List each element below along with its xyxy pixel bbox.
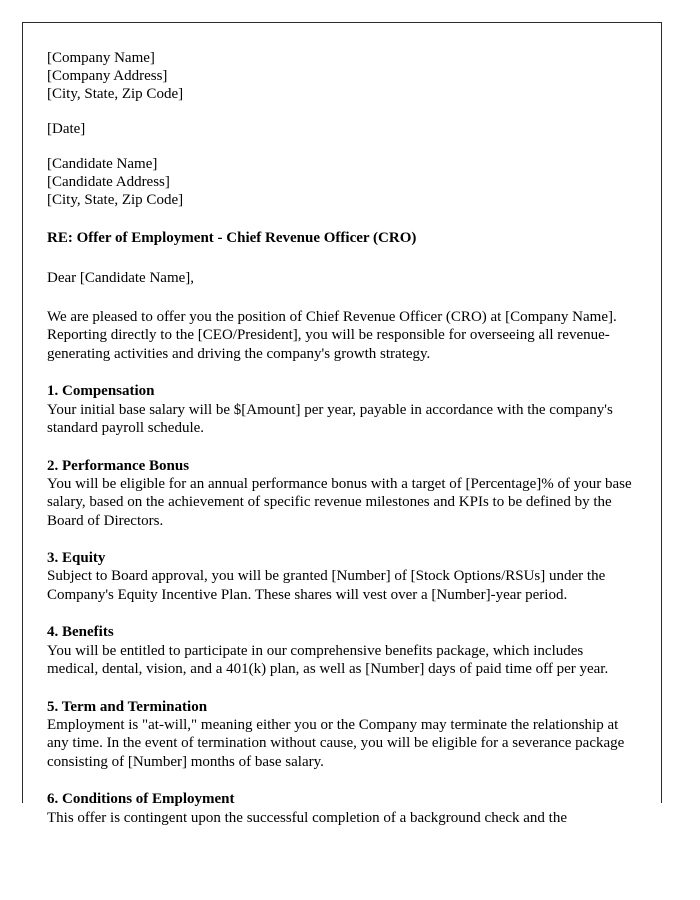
section-heading: 2. Performance Bonus	[47, 457, 190, 474]
section-body: Subject to Board approval, you will be granted [Number] of [Stock Options/RSUs] under the Company's Equity Incentive Plan. These shares will vest over a [Number]-year period.	[47, 568, 606, 603]
section-body: You will be eligible for an annual performance bonus with a target of [Percentage]% of your base salary, based on the achievement of specific revenue milestones and KPIs to be defined by the Board of Directors.	[47, 475, 632, 529]
recipient-address-line: [City, State, Zip Code]	[47, 192, 184, 209]
intro-paragraph: We are pleased to offer you the position of Chief Revenue Officer (CRO) at [Company Name]. Reporting directly to the [CEO/President], you will be responsible for overseeing all revenue-generating activities and driving the company's growth strategy.	[47, 308, 617, 362]
section-heading: 4. Benefits	[47, 624, 114, 641]
section-heading: 5. Term and Termination	[47, 698, 208, 715]
recipient-address-line: [Candidate Name]	[47, 155, 158, 172]
sender-address-line: [Company Address]	[47, 68, 168, 85]
section-performance-bonus	[47, 457, 637, 531]
recipient-address-line: [Candidate Address]	[47, 174, 170, 191]
section-conditions-of-employment	[47, 790, 637, 827]
section-benefits	[47, 623, 637, 678]
section-heading: 1. Compensation	[47, 383, 155, 400]
section-body: This offer is contingent upon the successful completion of a background check and the	[47, 809, 567, 826]
sender-address-line: [Company Name]	[47, 50, 155, 66]
section-heading: 6. Conditions of Employment	[47, 791, 235, 808]
recipient-address-block	[47, 155, 637, 210]
section-term-and-termination	[47, 698, 637, 772]
subject-line: RE: Offer of Employment - Chief Revenue Officer (CRO)	[47, 230, 417, 247]
date-line: [Date]	[47, 120, 86, 137]
section-body: You will be entitled to participate in our comprehensive benefits package, which includes medical, dental, vision, and a 401(k) plan, as well as [Number] days of paid time off per year.	[47, 642, 609, 678]
document-content	[23, 23, 661, 827]
section-heading: 3. Equity	[47, 550, 106, 567]
sender-address-line: [City, State, Zip Code]	[47, 86, 184, 103]
section-equity	[47, 549, 637, 604]
spacer	[47, 138, 637, 155]
section-compensation	[47, 382, 637, 437]
section-body: Your initial base salary will be $[Amount] per year, payable in accordance with the company's standard payroll schedule.	[47, 401, 613, 437]
spacer	[47, 104, 637, 120]
sender-address-block	[47, 49, 637, 104]
salutation: Dear [Candidate Name],	[47, 269, 195, 286]
section-body: Employment is "at-will," meaning either you or the Company may terminate the relationship at any time. In the event of termination without cause, you will be eligible for a severance package consisting of [Number] months of base salary.	[47, 716, 625, 770]
document-page	[22, 22, 662, 826]
